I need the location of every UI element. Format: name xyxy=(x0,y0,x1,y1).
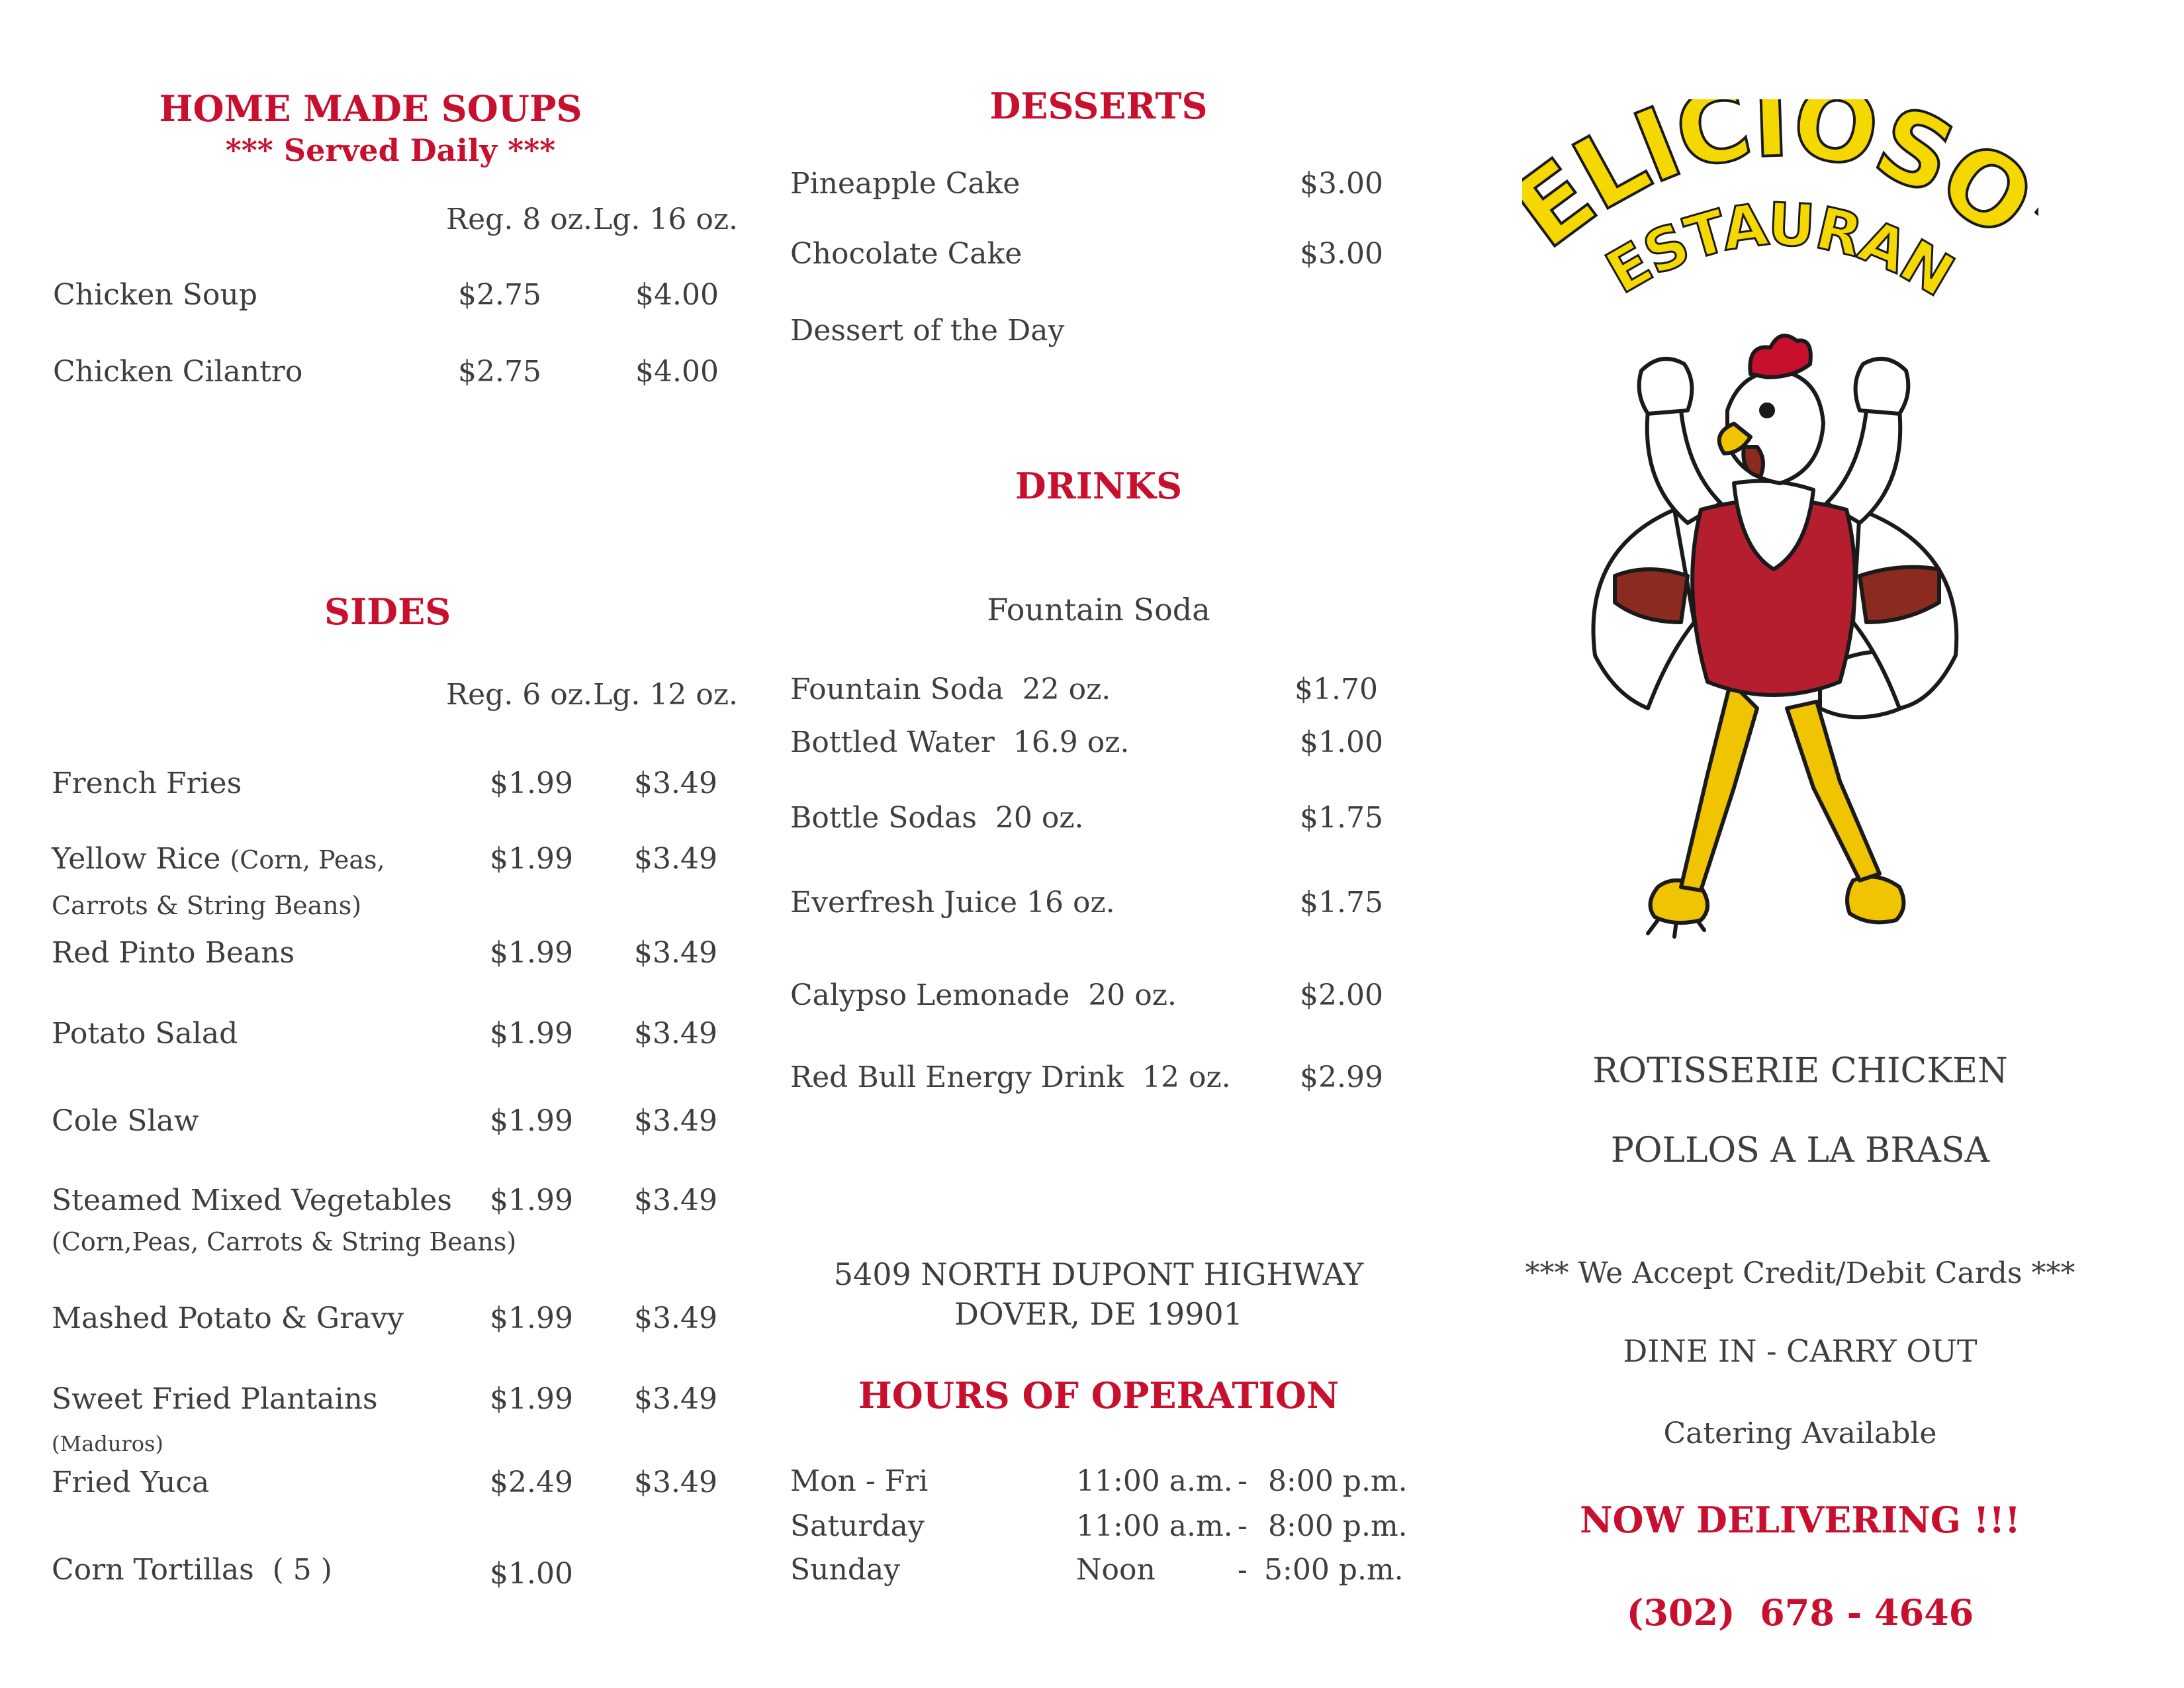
item-price-reg: $2.75 xyxy=(458,355,541,389)
item-name: Steamed Mixed Vegetables xyxy=(52,1184,452,1217)
item-price-lg: $3.49 xyxy=(634,1104,717,1138)
item-note-line2: (Maduros) xyxy=(52,1431,163,1456)
item-price-reg: $1.99 xyxy=(490,842,573,876)
item-price-reg: $1.99 xyxy=(490,1184,573,1217)
item-price-lg: $3.49 xyxy=(634,1466,717,1499)
item-price-lg: $3.49 xyxy=(634,936,717,970)
soups-col-reg: Reg. 8 oz. xyxy=(446,203,592,236)
item-name xyxy=(52,842,385,876)
soups-col-lg: Lg. 16 oz. xyxy=(593,203,738,236)
hours-dash: - xyxy=(1238,1509,1248,1543)
item-price: $3.00 xyxy=(1300,237,1383,271)
item-price-lg: $3.49 xyxy=(634,1017,717,1051)
item-price: $1.70 xyxy=(1295,673,1378,706)
hours-title: HOURS OF OPERATION xyxy=(858,1374,1340,1417)
item-name: Fountain Soda 22 oz. xyxy=(790,673,1111,706)
item-name: Mashed Potato & Gravy xyxy=(52,1301,404,1335)
hours-day: Mon - Fri xyxy=(790,1464,929,1498)
item-name: Potato Salad xyxy=(52,1017,238,1051)
hours-open: 11:00 a.m. xyxy=(1076,1509,1233,1543)
hours-open: Noon xyxy=(1076,1553,1156,1587)
hours-close: 5:00 p.m. xyxy=(1264,1553,1404,1587)
logo-line2: ESTAURAN xyxy=(1594,189,1964,310)
item-price-reg: $1.99 xyxy=(490,1104,573,1138)
sides-col-reg: Reg. 6 oz. xyxy=(446,678,592,712)
item-name: Everfresh Juice 16 oz. xyxy=(790,886,1115,919)
item-price-reg: $1.99 xyxy=(490,1301,573,1335)
item-name: Bottle Sodas 20 oz. xyxy=(790,801,1084,835)
item-price: $2.99 xyxy=(1300,1060,1383,1094)
item-price-reg: $2.49 xyxy=(490,1466,573,1499)
item-name: Red Pinto Beans xyxy=(52,936,295,970)
address-line2: DOVER, DE 19901 xyxy=(954,1296,1243,1332)
address-line1: 5409 NORTH DUPONT HIGHWAY xyxy=(833,1256,1364,1292)
item-price-lg: $4.00 xyxy=(635,278,719,312)
item-name: Pineapple Cake xyxy=(790,167,1021,201)
item-price: $2.00 xyxy=(1300,978,1383,1012)
hours-dash: - xyxy=(1238,1464,1248,1498)
now-delivering: NOW DELIVERING !!! xyxy=(1580,1499,2021,1541)
item-name: Chicken Soup xyxy=(53,278,257,312)
tagline-pollos: POLLOS A LA BRASA xyxy=(1610,1131,1990,1170)
sides-title: SIDES xyxy=(324,590,451,633)
tagline-rotisserie: ROTISSERIE CHICKEN xyxy=(1592,1051,2008,1091)
drinks-title: DRINKS xyxy=(1015,465,1183,507)
drinks-subtitle: Fountain Soda xyxy=(987,592,1210,628)
item-price-lg: $3.49 xyxy=(634,1382,717,1416)
item-note-line2: Carrots & String Beans) xyxy=(52,891,362,920)
item-price: $3.00 xyxy=(1300,167,1383,201)
dine-in-carry-out: DINE IN - CARRY OUT xyxy=(1623,1333,1978,1369)
item-price-reg: $1.00 xyxy=(490,1557,573,1591)
item-price: $1.75 xyxy=(1300,801,1383,835)
item-note-line2: (Corn,Peas, Carrots & String Beans) xyxy=(52,1227,517,1256)
item-price-reg: $1.99 xyxy=(490,767,573,800)
hours-day: Sunday xyxy=(790,1553,901,1587)
item-price-lg: $3.49 xyxy=(634,1301,717,1335)
item-note: (Corn, Peas, xyxy=(230,845,385,874)
item-name: Bottled Water 16.9 oz. xyxy=(790,726,1130,759)
item-name: Calypso Lemonade 20 oz. xyxy=(790,978,1177,1012)
hours-close: 8:00 p.m. xyxy=(1268,1509,1408,1543)
item-name-text: Yellow Rice xyxy=(52,842,221,876)
sides-col-lg: Lg. 12 oz. xyxy=(593,678,738,712)
item-name: French Fries xyxy=(52,767,242,800)
item-name: Corn Tortillas ( 5 ) xyxy=(52,1553,332,1587)
item-price: $1.75 xyxy=(1300,886,1383,919)
item-name: Red Bull Energy Drink 12 oz. xyxy=(790,1060,1231,1094)
soups-subtitle: *** Served Daily *** xyxy=(225,132,556,168)
item-price-reg: $1.99 xyxy=(490,936,573,970)
hours-dash: - xyxy=(1238,1553,1248,1587)
hours-open: 11:00 a.m. xyxy=(1076,1464,1233,1498)
item-price-lg: $4.00 xyxy=(635,355,719,389)
hours-day: Saturday xyxy=(790,1509,925,1543)
item-price-lg: $3.49 xyxy=(634,767,717,800)
hours-close: 8:00 p.m. xyxy=(1268,1464,1408,1498)
item-name: Fried Yuca xyxy=(52,1466,210,1499)
soups-title: HOME MADE SOUPS xyxy=(159,87,582,130)
item-price-lg: $3.49 xyxy=(634,842,717,876)
item-price-lg: $3.49 xyxy=(634,1184,717,1217)
cards-accepted: *** We Accept Credit/Debit Cards *** xyxy=(1525,1256,2075,1290)
item-price: $1.00 xyxy=(1300,726,1383,759)
item-name: Dessert of the Day xyxy=(790,314,1065,348)
item-price-reg: $2.75 xyxy=(458,278,541,312)
phone-number: (302) 678 - 4646 xyxy=(1626,1591,1974,1634)
item-price-reg: $1.99 xyxy=(490,1017,573,1051)
desserts-title: DESSERTS xyxy=(989,85,1208,127)
rooster-mascot-icon xyxy=(1569,311,1979,947)
logo-line1: LICIOSO xyxy=(1555,99,2038,260)
item-name: Cole Slaw xyxy=(52,1104,199,1138)
item-name: Sweet Fried Plantains xyxy=(52,1382,378,1416)
item-price-reg: $1.99 xyxy=(490,1382,573,1416)
catering-available: Catering Available xyxy=(1663,1417,1937,1450)
item-name: Chocolate Cake xyxy=(790,237,1023,271)
item-name: Chicken Cilantro xyxy=(53,355,303,389)
